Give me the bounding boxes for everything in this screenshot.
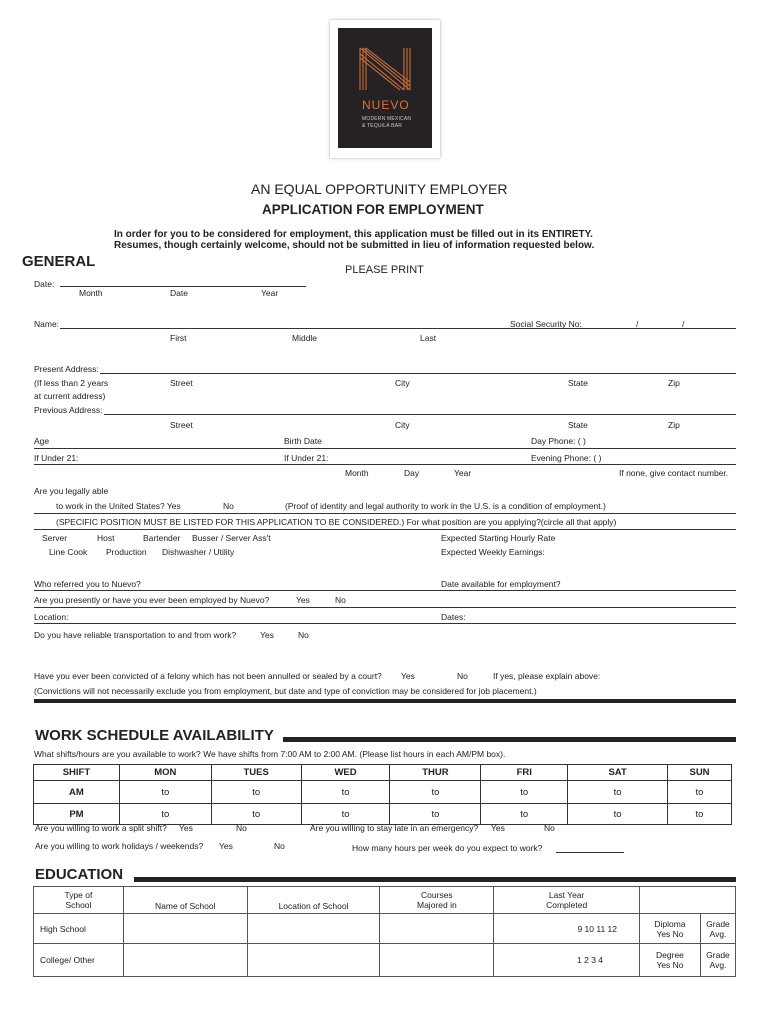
ssn-label: Social Security No: <box>510 319 582 329</box>
transportation-label: Do you have reliable transportation to and from work? <box>34 630 237 640</box>
position-line-cook[interactable]: Line Cook <box>49 547 88 557</box>
position-dishwasher[interactable]: Dishwasher / Utility <box>162 547 235 557</box>
am-tues-cell[interactable]: to <box>211 781 301 804</box>
felony-no[interactable]: No <box>457 671 468 681</box>
diploma-yes-no[interactable]: Yes No <box>656 928 684 939</box>
section-bar <box>134 877 736 882</box>
header-shift: SHIFT <box>34 765 120 781</box>
present-address-field[interactable] <box>100 373 736 374</box>
header-tues: TUES <box>211 765 301 781</box>
pm-mon-cell[interactable]: to <box>119 804 211 825</box>
schedule-table <box>33 764 732 825</box>
header-wed: WED <box>301 765 390 781</box>
zip-hint: Zip <box>668 378 680 388</box>
location-of-school-header: Location of School <box>247 887 380 914</box>
college-location-cell[interactable] <box>247 944 380 977</box>
schedule-section-title: WORK SCHEDULE AVAILABILITY <box>35 727 274 744</box>
education-header-row <box>34 887 736 914</box>
zip-hint-2: Zip <box>668 420 680 430</box>
hours-per-week-field[interactable] <box>556 852 624 853</box>
ssn-slash-2: / <box>682 319 685 329</box>
section-bar <box>283 737 736 742</box>
degree-cell[interactable] <box>640 944 701 977</box>
degree-yes-no[interactable]: Yes No <box>656 960 684 970</box>
employed-label: Are you presently or have you ever been employed by Nuevo? <box>34 595 270 605</box>
college-grade-label: Grade <box>706 950 730 960</box>
felony-yes[interactable]: Yes <box>401 671 415 681</box>
if-less-note-2: at current address) <box>34 391 106 401</box>
position-server[interactable]: Server <box>42 533 68 543</box>
type-header-2: School <box>65 900 92 910</box>
courses-header <box>380 887 494 914</box>
college-courses-cell[interactable] <box>380 944 494 977</box>
transportation-yes[interactable]: Yes <box>260 630 274 640</box>
position-production[interactable]: Production <box>106 547 147 557</box>
education-table <box>33 886 736 977</box>
degree-label: Degree <box>656 950 684 960</box>
state-hint-2: State <box>568 420 588 430</box>
split-shift-yes[interactable]: Yes <box>179 823 193 833</box>
type-header-1: Type of <box>64 890 93 900</box>
please-print-note: PLEASE PRINT <box>345 264 424 276</box>
hs-grade-cell[interactable] <box>700 914 735 944</box>
logo-tagline-2: & TEQUILA BAR <box>362 123 403 129</box>
schedule-question: What shifts/hours are you available to work? We have shifts from 7:00 AM to 2:00 AM. (Please list hours in each AM/PM box). <box>34 749 506 759</box>
evening-phone-label: Evening Phone: ( ) <box>531 453 602 463</box>
schedule-row-am <box>34 781 732 804</box>
holidays-yes[interactable]: Yes <box>219 841 233 851</box>
date-label: Date: <box>34 279 55 289</box>
intro-line-1: In order for you to be considered for employment, this application must be filled out in its ENTIRETY. <box>114 229 593 240</box>
am-mon-cell[interactable]: to <box>119 781 211 804</box>
day-phone-label: Day Phone: ( ) <box>531 436 586 446</box>
am-sat-cell[interactable]: to <box>568 781 668 804</box>
position-host[interactable]: Host <box>97 533 115 543</box>
header-mon: MON <box>119 765 211 781</box>
pm-tues-cell[interactable]: to <box>211 804 301 825</box>
referred-field[interactable] <box>34 590 736 591</box>
equal-opportunity-heading: AN EQUAL OPPORTUNITY EMPLOYER <box>251 181 508 197</box>
courses-header-2: Majored in <box>417 900 457 910</box>
header-sat: SAT <box>568 765 668 781</box>
hs-grade-avg-label: Avg. <box>709 928 727 939</box>
college-grade-avg-label: Avg. <box>709 960 727 970</box>
work-us-no[interactable]: No <box>223 501 234 511</box>
ssn-slash-1: / <box>636 319 639 329</box>
college-label: College/ Other <box>34 944 124 977</box>
felony-explain: If yes, please explain above: <box>493 671 601 681</box>
section-divider <box>34 699 736 703</box>
proof-note: (Proof of identity and legal authority to work in the U.S. is a condition of employment.) <box>285 501 606 511</box>
split-shift-label: Are you willing to work a split shift? <box>35 823 167 833</box>
am-sun-cell[interactable]: to <box>668 781 732 804</box>
street-hint-2: Street <box>170 420 193 430</box>
hours-per-week-label: How many hours per week do you expect to work? <box>352 843 543 853</box>
date-date-hint: Date <box>170 288 188 298</box>
education-section-title: EDUCATION <box>35 866 124 883</box>
dates-label: Dates: <box>441 612 466 622</box>
diploma-cell[interactable] <box>640 914 701 944</box>
if-under-21-label: If Under 21: <box>34 453 79 463</box>
pm-thur-cell[interactable]: to <box>390 804 481 825</box>
hs-location-cell[interactable] <box>247 914 380 944</box>
name-first-hint: First <box>170 333 187 343</box>
high-school-row <box>34 914 736 944</box>
employed-yes[interactable]: Yes <box>296 595 310 605</box>
schedule-row-pm <box>34 804 732 825</box>
college-grade-cell[interactable] <box>700 944 735 977</box>
pm-sun-cell[interactable]: to <box>668 804 732 825</box>
bd-month-hint: Month <box>345 468 369 478</box>
location-label: Location: <box>34 612 69 622</box>
legally-able-label: Are you legally able <box>34 486 109 496</box>
hs-grade-label: Grade <box>706 918 730 929</box>
expected-rate-label: Expected Starting Hourly Rate <box>441 533 556 543</box>
state-hint: State <box>568 378 588 388</box>
pm-sat-cell[interactable]: to <box>568 804 668 825</box>
divider <box>34 513 736 514</box>
city-hint-2: City <box>395 420 410 430</box>
shift-am: AM <box>34 781 120 804</box>
if-under-21-label-2: If Under 21: <box>284 453 329 463</box>
pm-fri-cell[interactable]: to <box>481 804 568 825</box>
high-school-label: High School <box>34 914 124 944</box>
holidays-label: Are you willing to work holidays / weekends? <box>35 841 204 851</box>
stay-late-no[interactable]: No <box>544 823 555 833</box>
name-middle-hint: Middle <box>292 333 318 343</box>
am-thur-cell[interactable]: to <box>390 781 481 804</box>
felony-label: Have you ever been convicted of a felony which has not been annulled or sealed by a court? <box>34 671 382 681</box>
age-birth-field[interactable] <box>34 448 736 449</box>
holidays-no[interactable]: No <box>274 841 285 851</box>
work-us-yes[interactable]: to work in the United States? Yes <box>56 501 181 511</box>
last-year-header-2: Completed <box>546 900 588 910</box>
last-year-header-1: Last Year <box>548 890 585 900</box>
logo-name: NUEVO <box>362 98 410 112</box>
date-field[interactable] <box>60 286 306 287</box>
stay-late-label: Are you willing to stay late in an emergency? <box>310 823 479 833</box>
grade-header-blank <box>700 887 735 914</box>
name-last-hint: Last <box>420 333 437 343</box>
date-month-hint: Month <box>79 288 103 298</box>
nuevo-n-mark-icon <box>338 28 432 148</box>
birth-date-label: Birth Date <box>284 436 322 446</box>
if-less-note-1: (If less than 2 years <box>34 378 109 388</box>
name-label: Name: <box>34 319 60 329</box>
header-sun: SUN <box>668 765 732 781</box>
schedule-header-row <box>34 765 732 781</box>
am-wed-cell[interactable]: to <box>301 781 390 804</box>
position-busser[interactable]: Busser / Server Ass't <box>192 533 271 543</box>
employed-no[interactable]: No <box>335 595 346 605</box>
transportation-no[interactable]: No <box>298 630 309 640</box>
logo-tagline: MODERN MEXICAN <box>362 116 412 122</box>
header-fri: FRI <box>481 765 568 781</box>
referred-label: Who referred you to Nuevo? <box>34 579 141 589</box>
position-bartender[interactable]: Bartender <box>143 533 181 543</box>
date-year-hint: Year <box>261 288 279 298</box>
city-hint: City <box>395 378 410 388</box>
bd-day-hint: Day <box>404 468 420 478</box>
logo-card <box>330 20 440 158</box>
last-year-header <box>494 887 640 914</box>
page-title: APPLICATION FOR EMPLOYMENT <box>262 202 484 217</box>
convictions-note: (Convictions will not necessarily exclude you from employment, but date and type of conviction may be considered for job placement.) <box>34 686 537 696</box>
type-of-school-header <box>34 887 124 914</box>
split-shift-no[interactable]: No <box>236 823 247 833</box>
present-address-label: Present Address: <box>34 364 99 374</box>
hs-courses-cell[interactable] <box>380 914 494 944</box>
bd-year-hint: Year <box>454 468 472 478</box>
stay-late-yes[interactable]: Yes <box>491 823 505 833</box>
age-label: Age <box>34 436 50 446</box>
am-fri-cell[interactable]: to <box>481 781 568 804</box>
expected-earnings-label: Expected Weekly Earnings: <box>441 547 545 557</box>
specific-position-note: (SPECIFIC POSITION MUST BE LISTED FOR THIS APPLICATION TO BE CONSIDERED.) For what position are you applying?(circle all that apply) <box>56 517 617 527</box>
general-section-title: GENERAL <box>22 253 96 270</box>
nuevo-logo <box>338 28 432 148</box>
date-available-label: Date available for employment? <box>441 579 561 589</box>
hs-years-options[interactable]: 9 10 11 12 <box>494 914 640 944</box>
if-none-note: If none, give contact number. <box>619 468 729 478</box>
street-hint: Street <box>170 378 193 388</box>
college-row <box>34 944 736 977</box>
previous-address-field[interactable] <box>104 414 736 415</box>
divider <box>34 529 736 530</box>
location-field[interactable] <box>34 623 736 624</box>
under-21-field[interactable] <box>34 464 736 465</box>
hs-name-cell[interactable] <box>123 914 247 944</box>
name-of-school-header: Name of School <box>123 887 247 914</box>
previous-address-label: Previous Address: <box>34 405 103 415</box>
college-years-options[interactable]: 1 2 3 4 <box>494 944 640 977</box>
divider <box>34 607 736 608</box>
diploma-header-blank <box>640 887 701 914</box>
pm-wed-cell[interactable]: to <box>301 804 390 825</box>
header-thur: THUR <box>390 765 481 781</box>
diploma-label: Diploma <box>654 918 686 929</box>
intro-line-2: Resumes, though certainly welcome, should not be submitted in lieu of information requested below. <box>114 240 595 251</box>
college-name-cell[interactable] <box>123 944 247 977</box>
courses-header-1: Courses <box>421 890 453 900</box>
name-field[interactable] <box>60 328 736 329</box>
shift-pm: PM <box>34 804 120 825</box>
